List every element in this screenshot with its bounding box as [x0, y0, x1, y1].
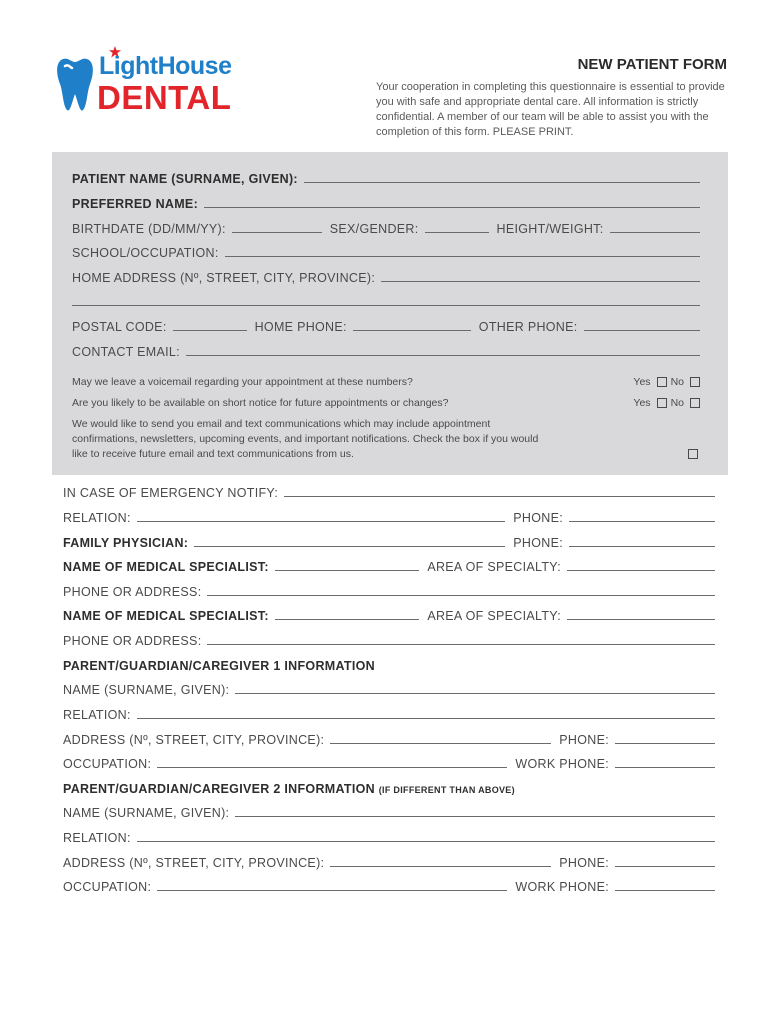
physician-phone-label: PHONE: [513, 536, 563, 550]
postal-code-field[interactable] [173, 329, 247, 331]
voicemail-yes-checkbox[interactable] [657, 377, 667, 387]
guardian-2-phone-field[interactable] [615, 865, 715, 867]
patient-info-panel [52, 152, 728, 475]
birthdate-label: BIRTHDATE (DD/MM/YY): [72, 222, 226, 236]
specialty-1-label: AREA OF SPECIALTY: [427, 560, 561, 574]
specialist-2-label: NAME OF MEDICAL SPECIALIST: [63, 609, 269, 623]
form-title: NEW PATIENT FORM [577, 56, 727, 73]
home-address-row-2 [72, 295, 700, 309]
patient-name-field[interactable] [304, 181, 700, 183]
home-address-field-2[interactable] [72, 304, 700, 306]
specialist-2-field[interactable] [275, 618, 420, 620]
contact-email-field[interactable] [186, 354, 700, 356]
email-row [72, 345, 700, 359]
voicemail-question [72, 376, 700, 388]
postal-code-label: POSTAL CODE: [72, 320, 167, 334]
specialist-1-row [63, 560, 715, 574]
guardian-1-name-field[interactable] [235, 692, 715, 694]
guardian-1-relation-row [63, 708, 715, 722]
specialist-1-contact-label: PHONE OR ADDRESS: [63, 585, 202, 599]
home-phone-label: HOME PHONE: [254, 320, 347, 334]
school-row [72, 246, 700, 260]
guardian-1-phone-label: PHONE: [559, 733, 609, 747]
guardian-1-address-label: ADDRESS (Nº, STREET, CITY, PROVINCE): [63, 733, 325, 747]
specialist-2-contact-field[interactable] [207, 643, 715, 645]
guardian-1-work-phone-field[interactable] [615, 766, 715, 768]
intro-text: Your cooperation in completing this questionnaire is essential to provide you with safe and appropriate dental care. All information is strictly confidential. A member of our team will be able to assist you with the completion of this form. PLEASE PRINT. [376, 81, 725, 138]
specialty-2-label: AREA OF SPECIALTY: [427, 609, 561, 623]
guardian-1-relation-field[interactable] [137, 717, 715, 719]
emergency-notify-field[interactable] [284, 495, 715, 497]
emergency-relation-field[interactable] [137, 520, 506, 522]
other-phone-label: OTHER PHONE: [478, 320, 578, 334]
communications-question [72, 417, 700, 462]
sex-gender-label: SEX/GENDER: [329, 222, 419, 236]
home-phone-field[interactable] [353, 329, 471, 331]
patient-name-row [72, 172, 700, 186]
guardian-2-occupation-row [63, 880, 715, 894]
short-notice-question-text: Are you likely to be available on short notice for future appointments or changes? [72, 397, 449, 409]
guardian-2-work-phone-field[interactable] [615, 889, 715, 891]
guardian-1-address-field[interactable] [330, 742, 551, 744]
voicemail-no-label: No [670, 376, 684, 388]
communications-question-text: We would like to send you email and text communications which may include appointment confirmations, newsletters, upcoming events, and important notifications. Check the box if you would like to receive future email and text communications from us. [72, 418, 539, 460]
guardian-1-occupation-label: OCCUPATION: [63, 757, 152, 771]
guardian-2-work-phone-label: WORK PHONE: [515, 880, 609, 894]
emergency-notify-row [63, 486, 715, 500]
guardian-2-address-row [63, 856, 715, 870]
guardian-2-address-field[interactable] [330, 865, 551, 867]
birthdate-field[interactable] [232, 231, 322, 233]
guardian-1-phone-field[interactable] [615, 742, 715, 744]
specialty-2-field[interactable] [567, 618, 715, 620]
school-occupation-field[interactable] [225, 255, 700, 257]
guardian-2-occupation-field[interactable] [157, 889, 507, 891]
specialist-2-contact-row [63, 634, 715, 648]
emergency-relation-row [63, 511, 715, 525]
family-physician-label: FAMILY PHYSICIAN: [63, 536, 189, 550]
short-notice-yes-label: Yes [633, 397, 651, 409]
guardian-1-name-row [63, 683, 715, 697]
voicemail-no-checkbox[interactable] [690, 377, 700, 387]
contact-email-label: CONTACT EMAIL: [72, 345, 180, 359]
home-address-label: HOME ADDRESS (Nº, STREET, CITY, PROVINCE): [72, 271, 376, 285]
specialist-1-contact-row [63, 585, 715, 599]
guardian-2-heading-note: (IF DIFFERENT THAN ABOVE) [378, 785, 515, 795]
preferred-name-field[interactable] [204, 206, 700, 208]
guardian-1-work-phone-label: WORK PHONE: [515, 757, 609, 771]
short-notice-no-checkbox[interactable] [690, 398, 700, 408]
brand-name-top: LightHouse [99, 52, 232, 80]
preferred-name-row [72, 197, 700, 211]
guardian-2-relation-label: RELATION: [63, 831, 131, 845]
patient-name-label: PATIENT NAME (SURNAME, GIVEN): [72, 172, 298, 186]
family-physician-field[interactable] [194, 545, 505, 547]
lighthouse-dental-logo [55, 52, 245, 118]
specialty-1-field[interactable] [567, 569, 715, 571]
school-occupation-label: SCHOOL/OCCUPATION: [72, 246, 219, 260]
emergency-phone-field[interactable] [569, 520, 715, 522]
phones-row [72, 320, 700, 334]
specialist-1-contact-field[interactable] [207, 594, 715, 596]
guardian-2-address-label: ADDRESS (Nº, STREET, CITY, PROVINCE): [63, 856, 325, 870]
specialist-1-field[interactable] [275, 569, 420, 571]
emergency-notify-label: IN CASE OF EMERGENCY NOTIFY: [63, 486, 279, 500]
guardian-1-name-label: NAME (SURNAME, GIVEN): [63, 683, 230, 697]
short-notice-yes-checkbox[interactable] [657, 398, 667, 408]
physician-phone-field[interactable] [569, 545, 715, 547]
height-weight-label: HEIGHT/WEIGHT: [496, 222, 604, 236]
tooth-icon [55, 56, 95, 114]
specialist-2-row [63, 609, 715, 623]
other-phone-field[interactable] [584, 329, 700, 331]
guardian-1-occupation-field[interactable] [157, 766, 507, 768]
guardian-1-heading: PARENT/GUARDIAN/CAREGIVER 1 INFORMATION [63, 659, 375, 673]
short-notice-no-label: No [670, 397, 684, 409]
birthdate-row [72, 222, 700, 236]
physician-row [63, 536, 715, 550]
voicemail-question-text: May we leave a voicemail regarding your appointment at these numbers? [72, 376, 413, 388]
guardian-2-name-row [63, 806, 715, 820]
communications-checkbox[interactable] [688, 449, 698, 459]
guardian-2-relation-field[interactable] [137, 840, 715, 842]
guardian-2-phone-label: PHONE: [559, 856, 609, 870]
emergency-relation-label: RELATION: [63, 511, 131, 525]
guardian-2-name-label: NAME (SURNAME, GIVEN): [63, 806, 230, 820]
guardian-2-relation-row [63, 831, 715, 845]
guardian-2-heading [63, 782, 515, 796]
guardian-2-heading-text: PARENT/GUARDIAN/CAREGIVER 2 INFORMATION [63, 782, 375, 796]
home-address-field[interactable] [381, 280, 700, 282]
specialist-1-label: NAME OF MEDICAL SPECIALIST: [63, 560, 269, 574]
specialist-2-contact-label: PHONE OR ADDRESS: [63, 634, 202, 648]
short-notice-question [72, 397, 700, 409]
emergency-phone-label: PHONE: [513, 511, 563, 525]
home-address-row [72, 271, 700, 285]
guardian-1-occupation-row [63, 757, 715, 771]
guardian-1-relation-label: RELATION: [63, 708, 131, 722]
brand-name-bottom: DENTAL [97, 79, 232, 116]
guardian-2-name-field[interactable] [235, 815, 715, 817]
guardian-2-occupation-label: OCCUPATION: [63, 880, 152, 894]
height-weight-field[interactable] [610, 231, 701, 233]
sex-gender-field[interactable] [425, 231, 489, 233]
voicemail-yes-label: Yes [633, 376, 651, 388]
guardian-1-address-row [63, 733, 715, 747]
preferred-name-label: PREFERRED NAME: [72, 197, 199, 211]
